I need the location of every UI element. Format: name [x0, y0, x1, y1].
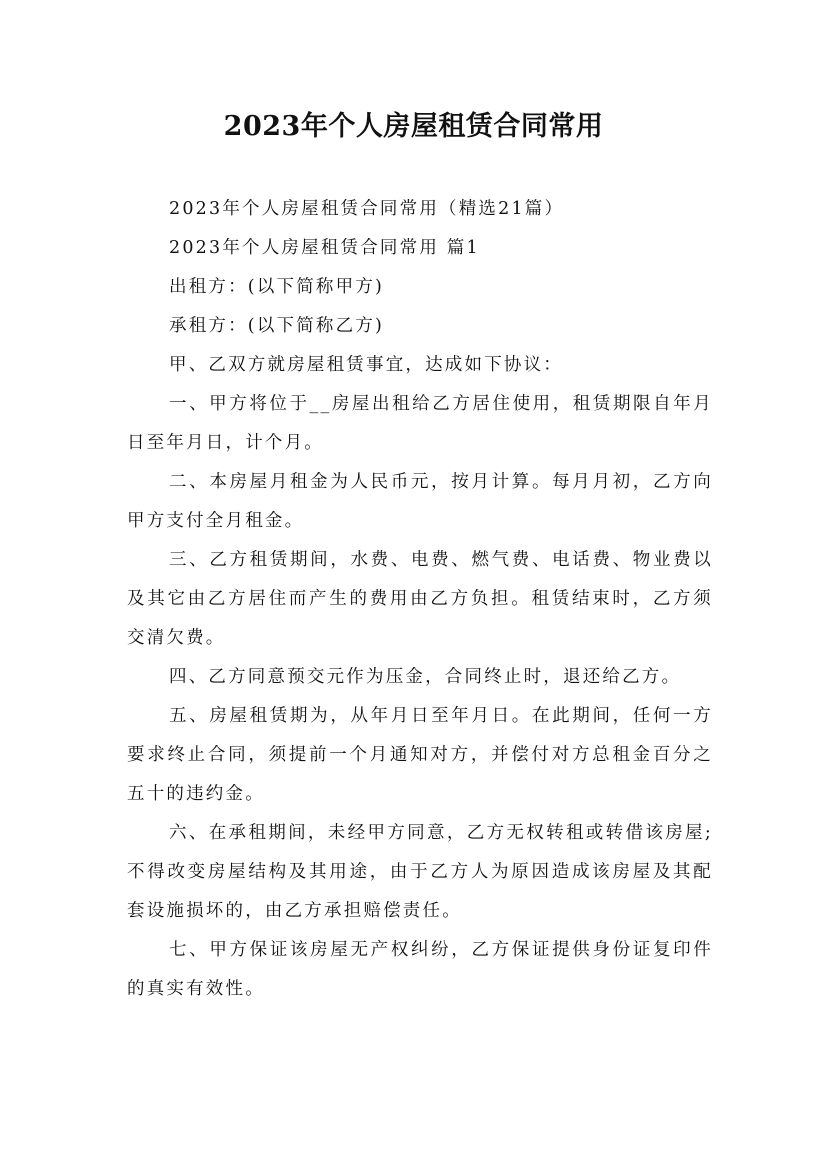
- paragraph-lessor: 出租方：(以下简称甲方): [169, 277, 385, 297]
- paragraph-agreement-intro: 甲、乙双方就房屋租赁事宜，达成如下协议：: [169, 355, 563, 375]
- paragraph-clause-4: 四、乙方同意预交元作为压金，合同终止时，退还给乙方。: [169, 667, 682, 687]
- paragraph-lessee: 承租方：(以下简称乙方): [169, 316, 385, 336]
- paragraph-clause-5: 五、房屋租赁期为，从年月日至年月日。在此期间，任何一方要求终止合同，须提前一个月通知对方，并偿付对方总租金百分之五十的违约金。: [127, 706, 713, 804]
- paragraph-clause-2: 二、本房屋月租金为人民币元，按月计算。每月月初，乙方向甲方支付全月租金。: [127, 472, 713, 531]
- paragraph-clause-3: 三、乙方租赁期间，水费、电费、燃气费、电话费、物业费以及其它由乙方居住而产生的费用由乙方负担。租赁结束时，乙方须交清欠费。: [127, 550, 713, 648]
- document-title: 2023年个人房屋租赁合同常用: [223, 111, 604, 142]
- paragraph-section-heading: 2023年个人房屋租赁合同常用 篇1: [169, 238, 480, 258]
- paragraph-clause-1: 一、甲方将位于__房屋出租给乙方居住使用，租赁期限自年月日至年月日，计个月。: [127, 394, 713, 453]
- document-body: [127, 190, 713, 1009]
- paragraph-subtitle: 2023年个人房屋租赁合同常用（精选21篇）: [169, 199, 565, 219]
- paragraph-clause-7: 七、甲方保证该房屋无产权纠纷，乙方保证提供身份证复印件的真实有效性。: [127, 940, 713, 999]
- paragraph-clause-6: 六、在承租期间，未经甲方同意，乙方无权转租或转借该房屋;不得改变房屋结构及其用途，由于乙方人为原因造成该房屋及其配套设施损坏的，由乙方承担赔偿责任。: [127, 823, 713, 921]
